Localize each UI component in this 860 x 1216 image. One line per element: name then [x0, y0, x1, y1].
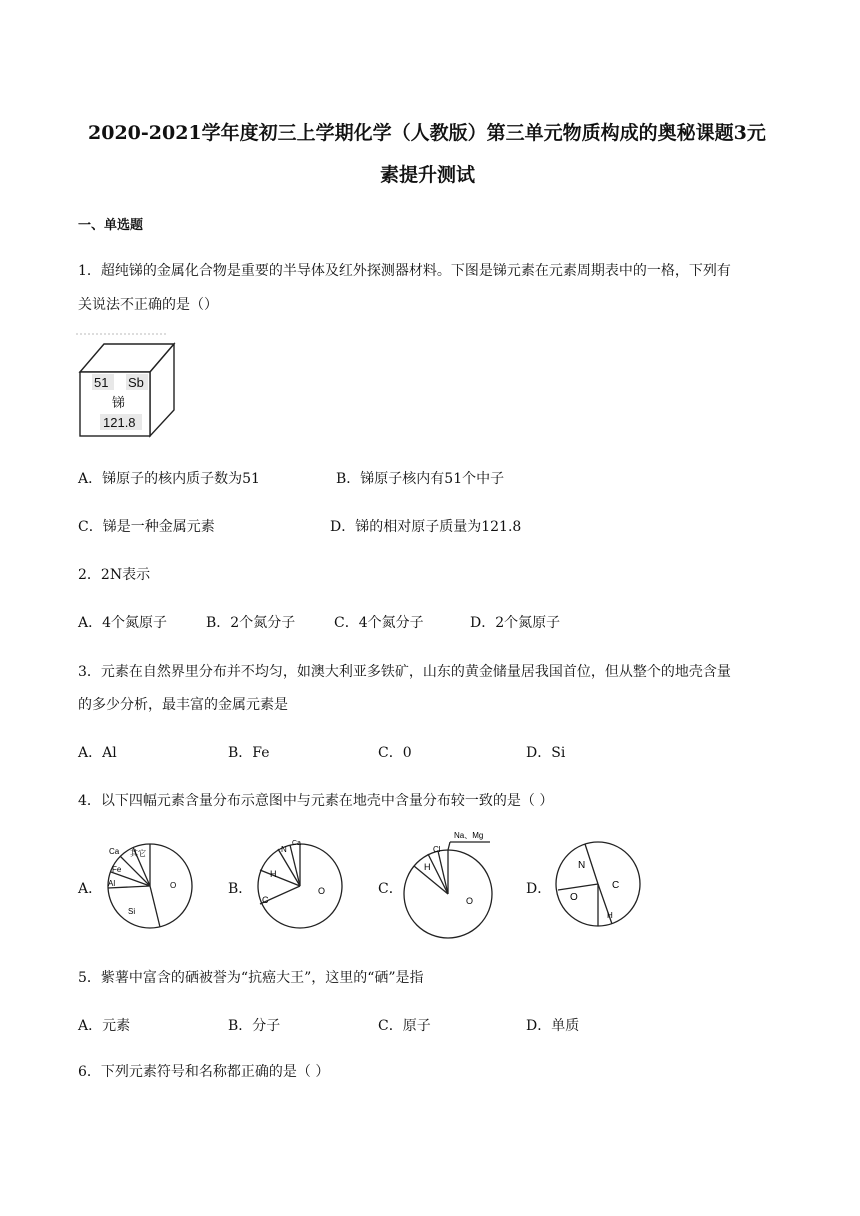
q4-stem: 4．以下四幅元素含量分布示意图中与元素在地壳中含量分布较一致的是（ ）	[78, 793, 554, 809]
cell-atomic-number: 51	[94, 375, 109, 390]
q1-stem-line2: 关说法不正确的是（）	[78, 297, 218, 313]
pie-d-label-o: O	[570, 892, 578, 903]
q5-stem: 5．紫薯中富含的硒被誉为“抗癌大王”，这里的“硒”是指	[78, 970, 424, 986]
cell-atomic-mass: 121.8	[103, 415, 136, 430]
cell-symbol: Sb	[128, 375, 144, 390]
document-title-line2: 素提升测试	[380, 164, 476, 186]
pie-a-label-other: 其它	[130, 849, 146, 858]
pie-a-label-o: O	[170, 881, 177, 890]
q5-option-a: A．元素	[78, 1018, 131, 1034]
q3-option-a: A．Al	[78, 745, 117, 761]
pie-c-label-na-mg: Na、Mg	[454, 831, 484, 840]
q4-option-b: B．	[228, 881, 253, 897]
q1-option-a: A．锑原子的核内质子数为51	[78, 471, 260, 487]
q2-stem: 2．2N表示	[78, 567, 151, 583]
pie-d-label-h: H	[607, 911, 613, 920]
pie-chart-b	[250, 832, 348, 932]
q1-option-d: D．锑的相对原子质量为121.8	[330, 519, 522, 535]
pie-c-label-cl: Cl	[433, 845, 441, 854]
pie-chart-c	[398, 826, 502, 942]
antimony-element-cell-figure	[74, 330, 184, 440]
q4-option-a: A．	[78, 881, 103, 897]
section-heading: 一、单选题	[78, 218, 144, 233]
q2-option-b: B．2个氮分子	[206, 615, 296, 631]
cell-element-name: 锑	[112, 395, 126, 410]
q4-option-c: C．	[378, 881, 403, 897]
pie-b-label-c: C	[262, 895, 269, 905]
pie-b-label-o: O	[318, 886, 326, 896]
pie-b-label-ca: Ca	[292, 840, 301, 847]
q3-option-d: D．Si	[526, 745, 566, 761]
q2-option-d: D．2个氮原子	[470, 615, 561, 631]
pie-b-label-h: H	[270, 869, 277, 879]
pie-a-label-ca: Ca	[109, 847, 120, 856]
pie-a-label-si: Si	[128, 907, 136, 916]
pie-c-label-o: O	[466, 896, 474, 906]
pie-b-label-n: N	[281, 845, 287, 854]
pie-d-label-n: N	[578, 860, 586, 871]
q3-stem-line2: 的多少分析，最丰富的金属元素是	[78, 697, 288, 713]
q2-option-a: A．4个氮原子	[78, 615, 168, 631]
q5-option-b: B．分子	[228, 1018, 281, 1034]
q6-stem: 6．下列元素符号和名称都正确的是（ ）	[78, 1064, 330, 1080]
pie-chart-a	[100, 832, 196, 932]
q3-stem-line1: 3．元素在自然界里分布并不均匀，如澳大利亚多铁矿，山东的黄金储量居我国首位，但从整个的地壳含量	[78, 664, 731, 680]
q1-option-c: C．锑是一种金属元素	[78, 519, 215, 535]
q4-option-d: D．	[526, 881, 552, 897]
pie-chart-d	[550, 834, 646, 934]
q5-option-d: D．单质	[526, 1018, 580, 1034]
q3-option-b: B．Fe	[228, 745, 270, 761]
pie-d-label-c: C	[612, 880, 620, 891]
q5-option-c: C．原子	[378, 1018, 431, 1034]
pie-a-label-fe: Fe	[112, 865, 122, 874]
q2-option-c: C．4个氮分子	[334, 615, 424, 631]
pie-c-label-h: H	[424, 862, 431, 872]
q3-option-c: C．0	[378, 745, 412, 761]
pie-a-label-al: Al	[108, 879, 116, 888]
document-title-line1: 2020-2021学年度初三上学期化学（人教版）第三单元物质构成的奥秘课题3元	[88, 122, 766, 144]
q1-stem-line1: 1．超纯锑的金属化合物是重要的半导体及红外探测器材料。下图是锑元素在元素周期表中的一格，下列有	[78, 263, 731, 279]
q1-option-b: B．锑原子核内有51个中子	[336, 471, 505, 487]
